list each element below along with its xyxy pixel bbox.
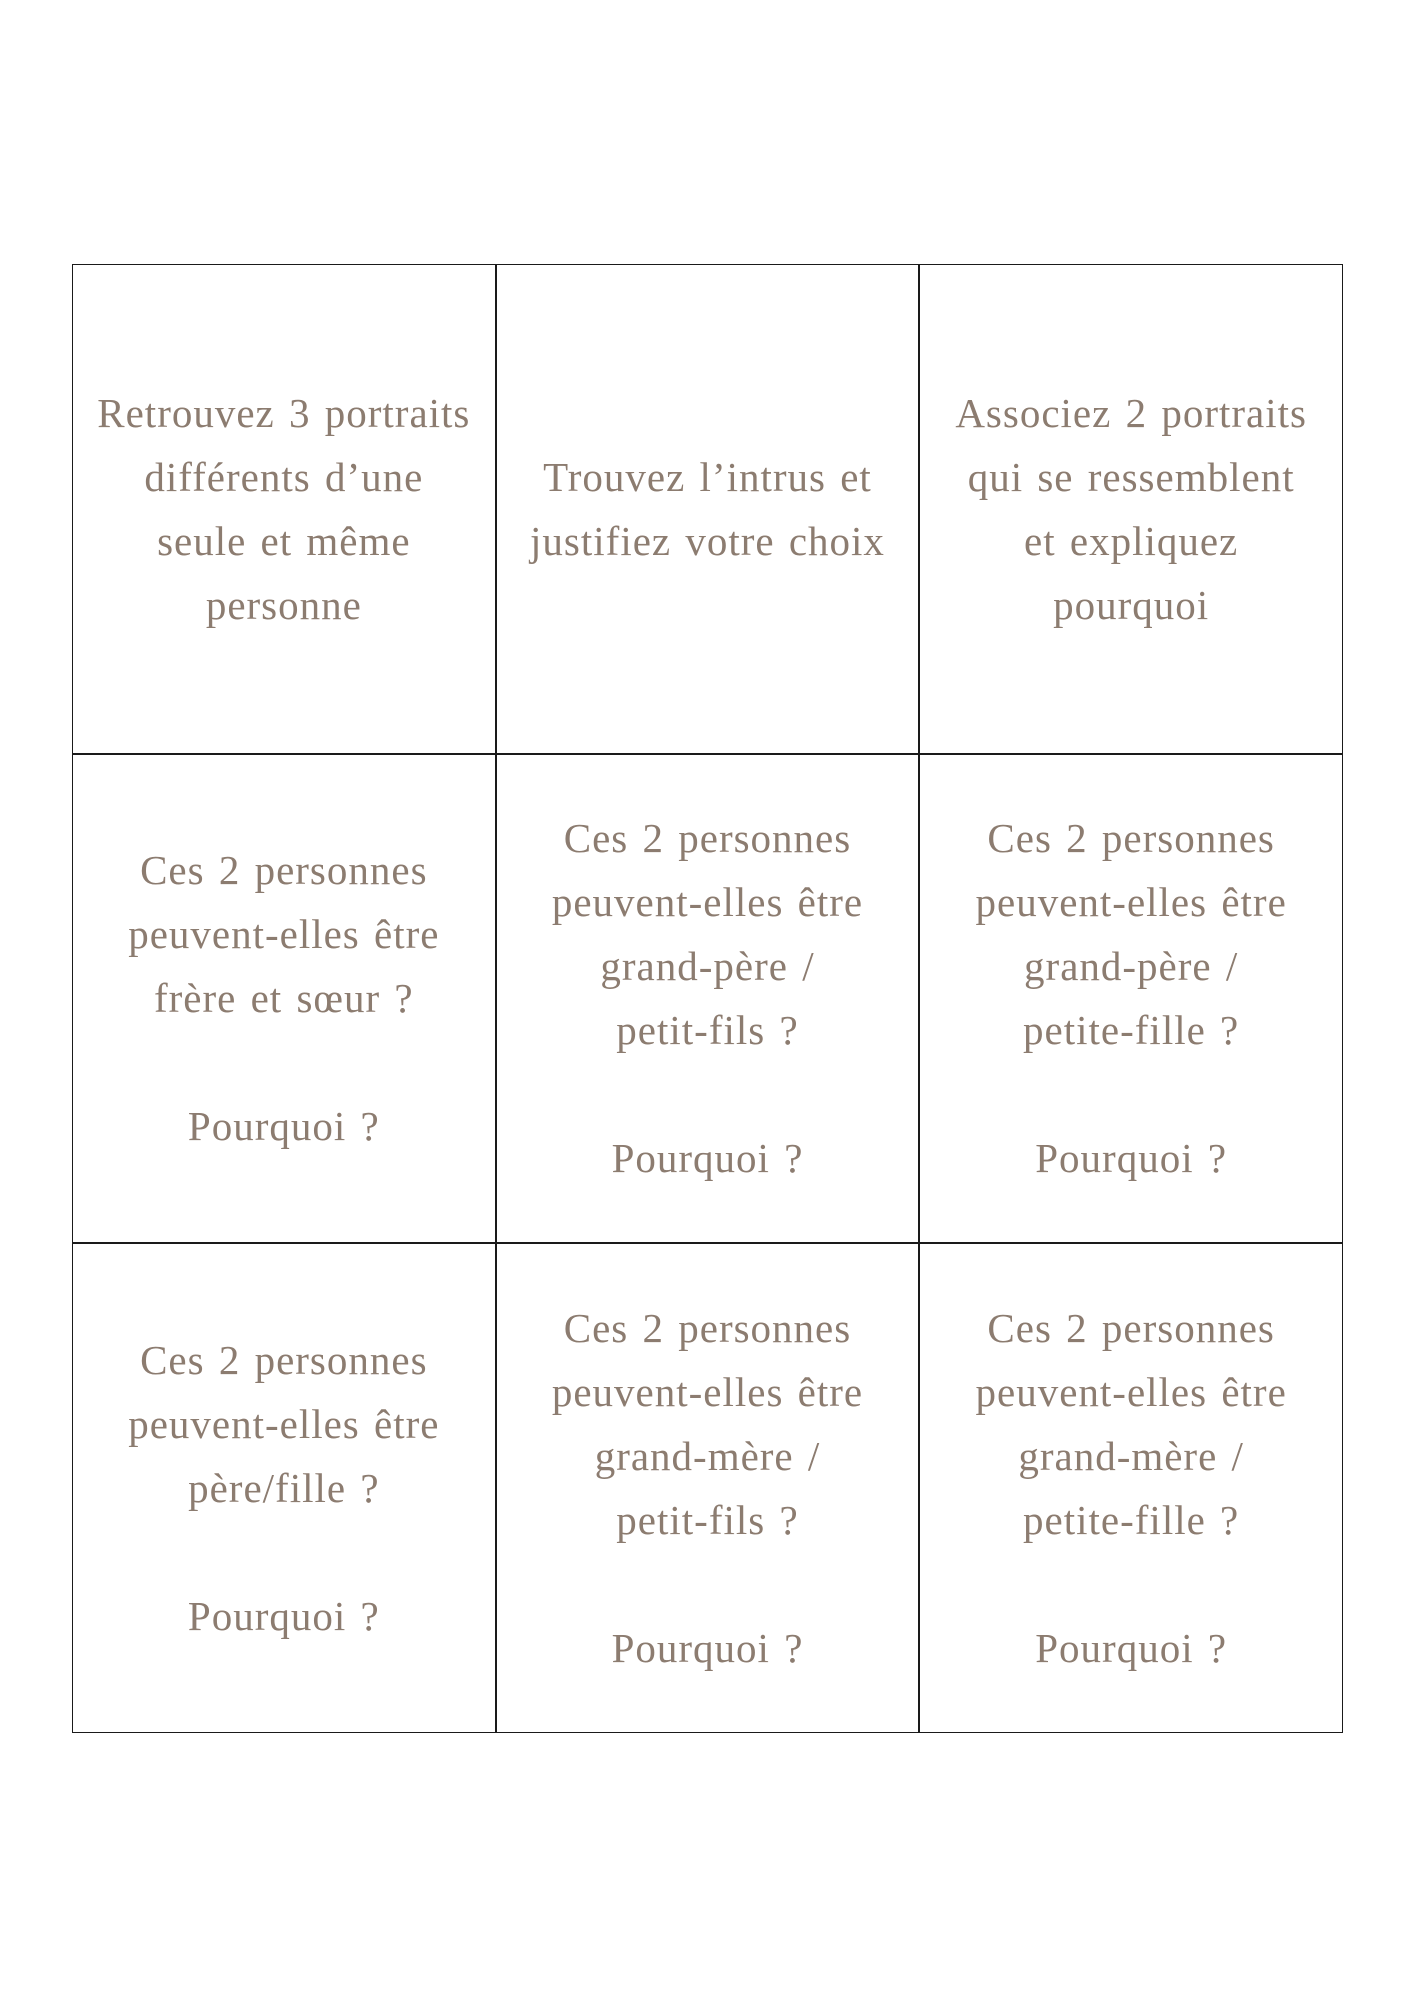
card-question (128, 1328, 439, 1520)
card-text-line: frère et sœur ? (154, 975, 414, 1022)
card-why-prompt (612, 1126, 804, 1190)
card-question (552, 1296, 863, 1552)
card-text-line: petite-fille ? (1023, 1007, 1240, 1054)
card-text-line: Associez 2 portraits (955, 389, 1307, 436)
card-text-line: Trouvez l’intrus et (543, 453, 872, 500)
card-text-line: Pourquoi ? (187, 1103, 380, 1150)
card-text-line: père/fille ? (188, 1465, 380, 1512)
card-why-prompt (188, 1584, 380, 1648)
card-text-line: peuvent-elles être (551, 879, 864, 926)
card-text-line: justifiez votre choix (530, 517, 885, 564)
card-cell (919, 754, 1343, 1244)
card-text-line: différents d’une (144, 453, 424, 500)
card-grid (72, 264, 1343, 1733)
card-question (128, 838, 439, 1030)
card-text-line: Ces 2 personnes (563, 1305, 852, 1352)
card-text-line: Ces 2 personnes (987, 815, 1275, 862)
card-text-line: petit-fils ? (616, 1497, 799, 1544)
card-question (976, 1296, 1287, 1552)
card-cell (496, 1243, 920, 1733)
card-text-line: Ces 2 personnes (140, 847, 428, 894)
card-text-line: petite-fille ? (1023, 1497, 1240, 1544)
card-question (530, 445, 885, 573)
card-cell (919, 1243, 1343, 1733)
card-text-line: peuvent-elles être (551, 1369, 864, 1416)
card-cell (72, 1243, 496, 1733)
card-text-line: grand-père / (1024, 943, 1239, 990)
card-text-line: Pourquoi ? (1035, 1625, 1228, 1672)
card-text-line: petit-fils ? (616, 1007, 799, 1054)
card-why-prompt (1035, 1126, 1227, 1190)
card-text-line: seule et même (157, 517, 411, 564)
card-question (976, 806, 1287, 1062)
card-cell (496, 754, 920, 1244)
card-text-line: Ces 2 personnes (987, 1305, 1275, 1352)
card-text-line: qui se ressemblent (967, 453, 1295, 500)
card-question (552, 806, 863, 1062)
card-why-prompt (1035, 1616, 1227, 1680)
card-cell (72, 754, 496, 1244)
card-why-prompt (612, 1616, 804, 1680)
card-text-line: et expliquez (1024, 517, 1239, 564)
card-cell (919, 264, 1343, 754)
card-why-prompt (188, 1094, 380, 1158)
card-text-line: peuvent-elles être (128, 1401, 440, 1448)
card-text-line: grand-mère / (1018, 1433, 1244, 1480)
card-text-line: peuvent-elles être (975, 1369, 1287, 1416)
card-text-line: Retrouvez 3 portraits (97, 389, 471, 436)
card-text-line: Pourquoi ? (1035, 1135, 1228, 1182)
card-text-line: Pourquoi ? (611, 1135, 804, 1182)
card-text-line: grand-père / (600, 943, 815, 990)
card-text-line: personne (205, 581, 362, 628)
card-text-line: Pourquoi ? (187, 1593, 380, 1640)
card-text-line: Ces 2 personnes (140, 1337, 428, 1384)
card-question (97, 381, 470, 637)
card-text-line: grand-mère / (594, 1433, 821, 1480)
card-question (955, 381, 1307, 637)
card-text-line: Ces 2 personnes (563, 815, 852, 862)
card-cell (72, 264, 496, 754)
card-text-line: peuvent-elles être (128, 911, 440, 958)
card-text-line: peuvent-elles être (975, 879, 1287, 926)
card-cell (496, 264, 920, 754)
card-text-line: Pourquoi ? (611, 1625, 804, 1672)
card-text-line: pourquoi (1053, 581, 1210, 628)
